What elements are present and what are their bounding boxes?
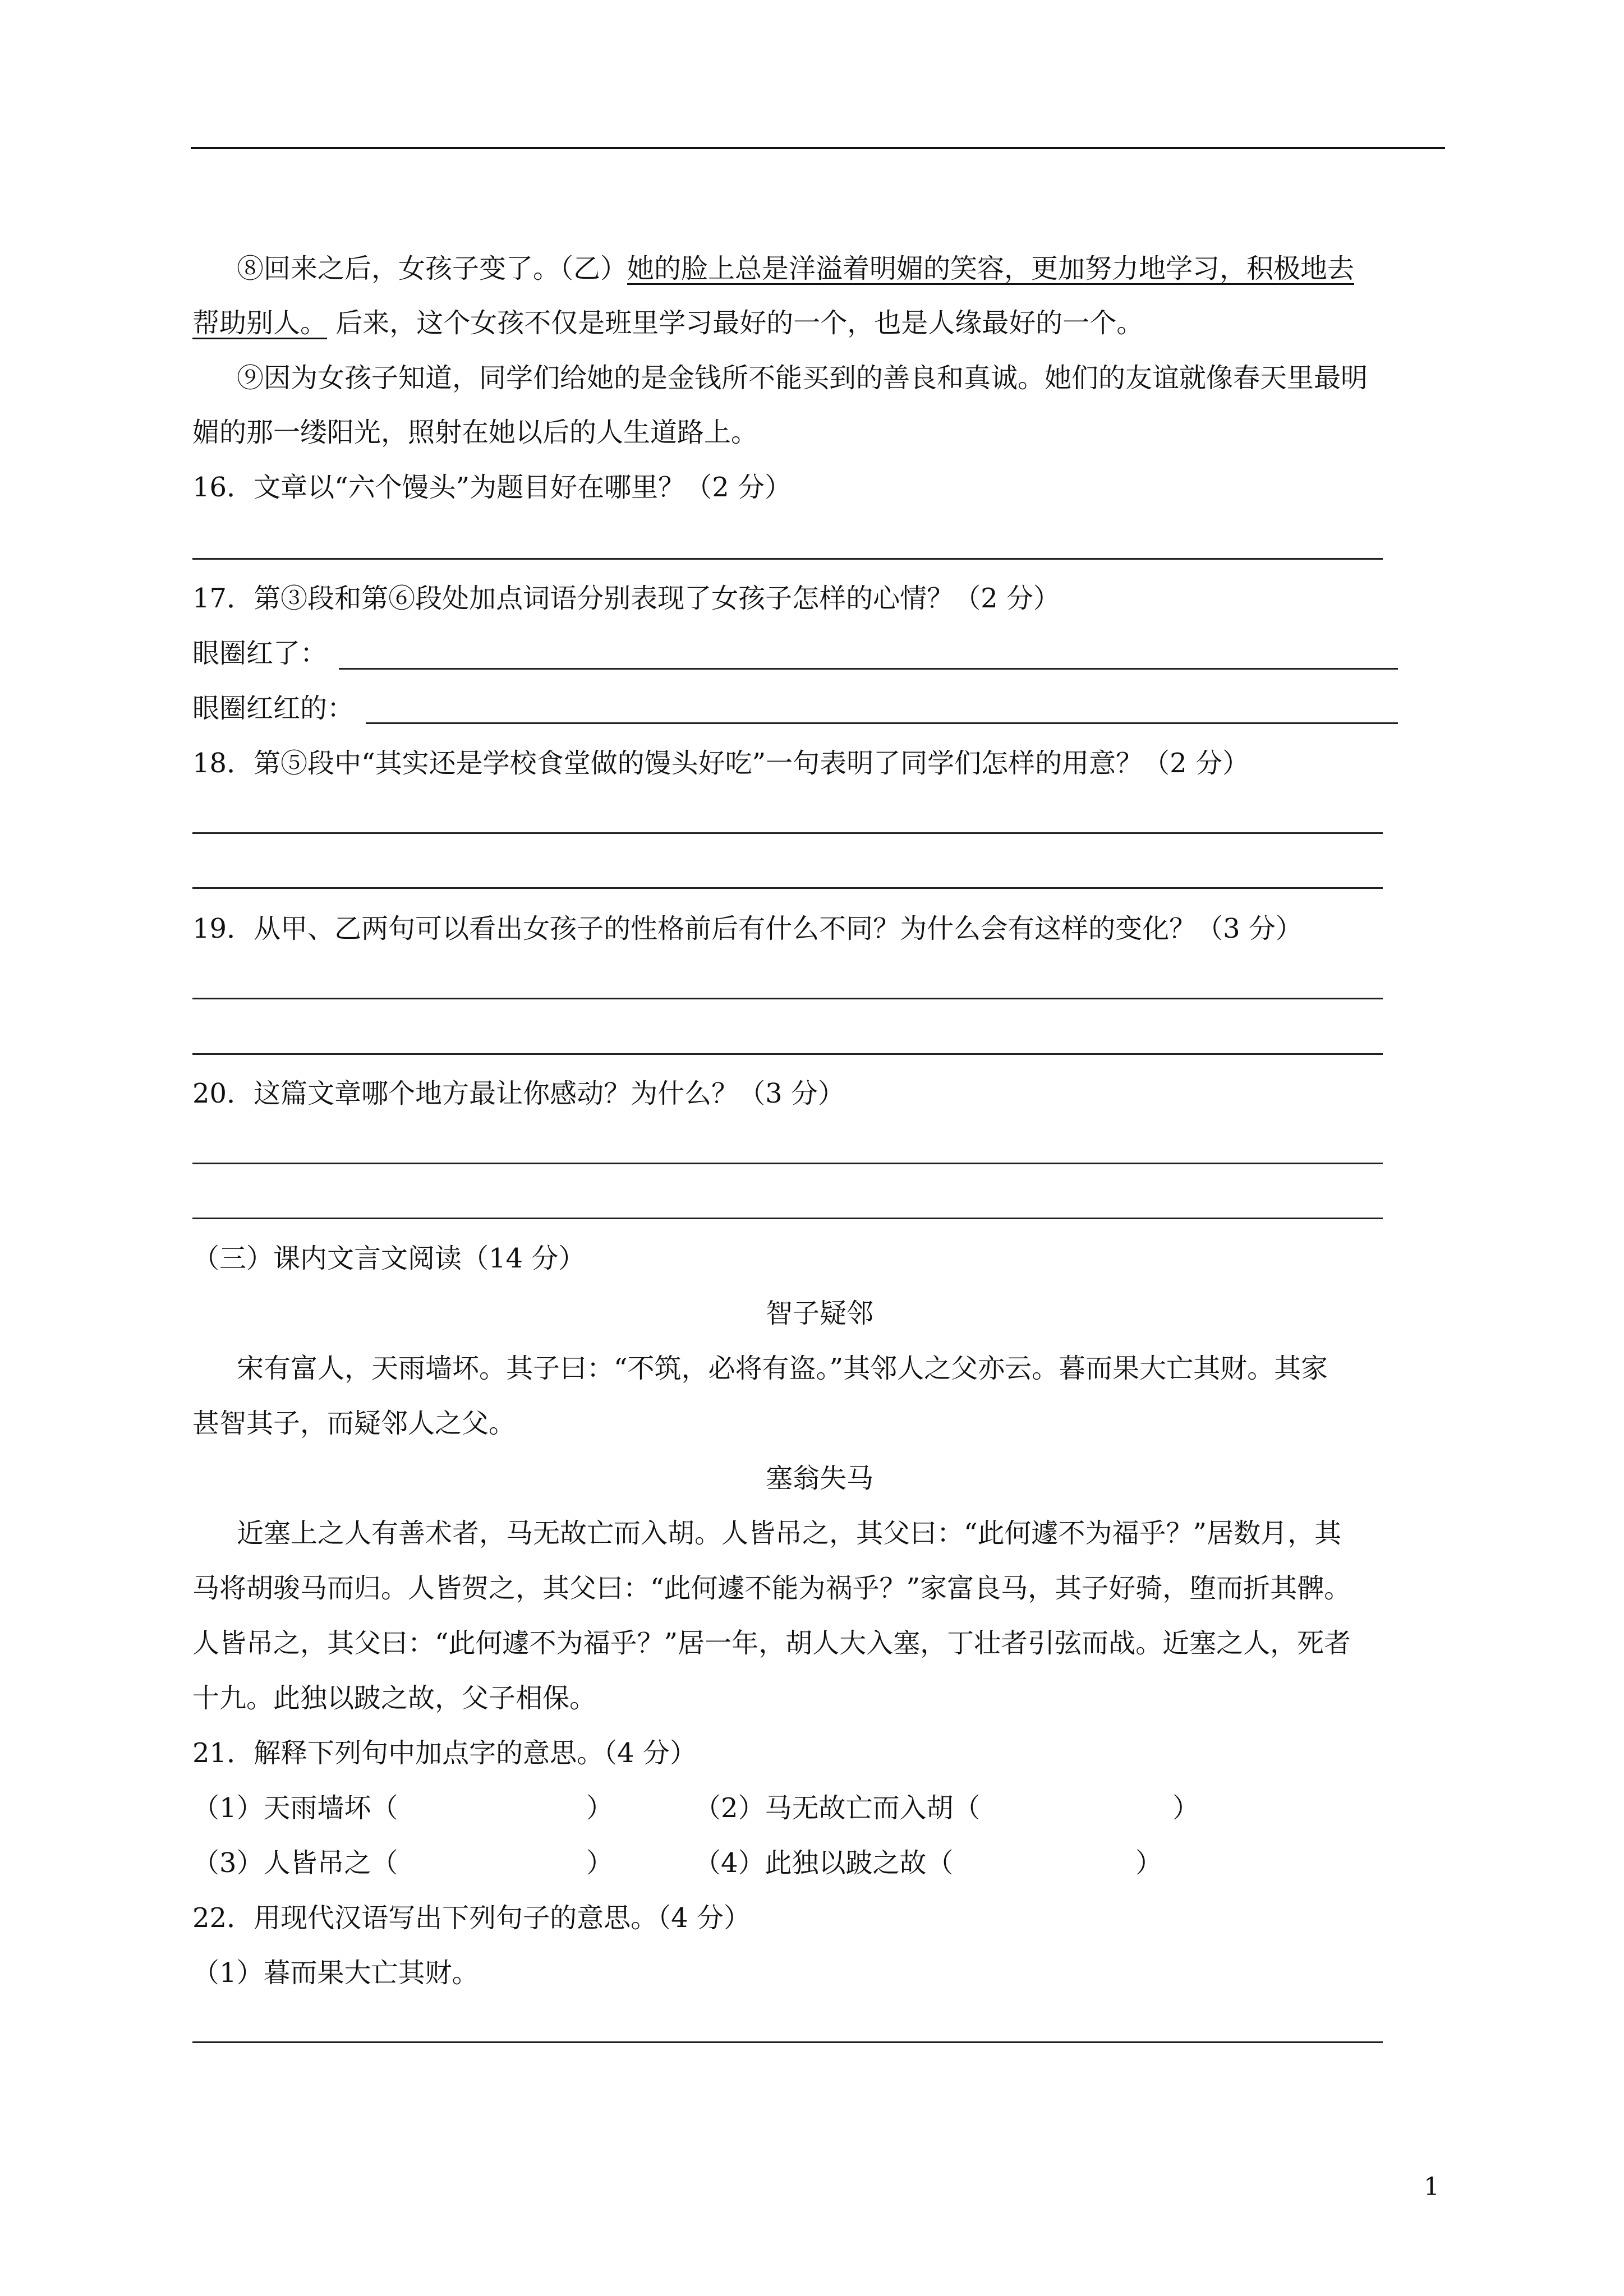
- answer-line-18b[interactable]: [192, 887, 1383, 889]
- question-21-item-3-close: ）: [586, 1847, 614, 1879]
- answer-line-20b[interactable]: [192, 1218, 1383, 1219]
- question-19: 19．从甲、乙两句可以看出女孩子的性格前后有什么不同？为什么会有这样的变化？（3 分）: [192, 913, 1303, 944]
- section-3-heading: （三）课内文言文阅读（14 分）: [192, 1243, 586, 1274]
- question-20: 20．这篇文章哪个地方最让你感动？为什么？（3 分）: [192, 1078, 845, 1109]
- classical-title-2: 塞翁失马: [765, 1463, 873, 1494]
- answer-line-20a[interactable]: [192, 1163, 1383, 1164]
- header-rule: [191, 147, 1445, 149]
- answer-line-22[interactable]: [192, 2041, 1383, 2043]
- paragraph-8-line-1: ⑧回来之后，女孩子变了。（乙）她的脸上总是洋溢着明媚的笑容，更加努力地学习，积极地去: [237, 253, 1355, 284]
- classical-text-2-line-3: 人皆吊之，其父曰：“此何遽不为福乎？”居一年，胡人大入塞，丁壮者引弦而战。近塞之人，死者: [192, 1628, 1351, 1659]
- question-16: 16．文章以“六个馒头”为题目好在哪里？（2 分）: [192, 472, 792, 503]
- classical-text-2-line-1: 近塞上之人有善术者，马无故亡而入胡。人皆吊之，其父曰：“此何遽不为福乎？”居数月，其: [237, 1518, 1342, 1549]
- paragraph-8-line-2: 帮助别人。 后来，这个女孩不仅是班里学习最好的一个，也是人缘最好的一个。: [192, 307, 1144, 339]
- question-21-item-4: （4）此独以跛之故（: [694, 1847, 954, 1879]
- question-17: 17．第③段和第⑥段处加点词语分别表现了女孩子怎样的心情？（2 分）: [192, 583, 1060, 614]
- classical-text-2-line-2: 马将胡骏马而归。人皆贺之，其父曰：“此何遽不能为祸乎？”家富良马，其子好骑，堕而折其髀。: [192, 1573, 1351, 1604]
- question-21-item-2-close: ）: [1172, 1792, 1200, 1824]
- paragraph-9-line-1: ⑨因为女孩子知道，同学们给她的是金钱所不能买到的善良和真诚。她们的友谊就像春天里最明: [237, 362, 1368, 394]
- answer-line-19b[interactable]: [192, 1053, 1383, 1055]
- answer-line-19a[interactable]: [192, 998, 1383, 999]
- question-21-item-3: （3）人皆吊之（: [192, 1847, 398, 1879]
- answer-line-16[interactable]: [192, 558, 1383, 560]
- question-22: 22．用现代汉语写出下列句子的意思。（4 分）: [192, 1902, 751, 1934]
- question-18: 18．第⑤段中“其实还是学校食堂做的馒头好吃”一句表明了同学们怎样的用意？（2 分）: [192, 748, 1249, 779]
- question-17-label-a: 眼圈红了：: [192, 638, 328, 669]
- answer-line-17a[interactable]: [339, 668, 1398, 670]
- question-22-item-1: （1）暮而果大亡其财。: [192, 1957, 479, 1989]
- question-21-item-4-close: ）: [1135, 1847, 1163, 1879]
- classical-text-1-line-2: 甚智其子，而疑邻人之父。: [192, 1408, 516, 1439]
- question-21-item-1-close: ）: [586, 1792, 614, 1824]
- paragraph-9-line-2: 媚的那一缕阳光，照射在她以后的人生道路上。: [192, 417, 758, 448]
- answer-line-17b[interactable]: [366, 722, 1398, 724]
- question-21: 21．解释下列句中加点字的意思。（4 分）: [192, 1737, 697, 1769]
- classical-title-1: 智子疑邻: [765, 1298, 873, 1329]
- classical-text-2-line-4: 十九。此独以跛之故，父子相保。: [192, 1682, 597, 1714]
- question-17-label-b: 眼圈红红的：: [192, 693, 355, 724]
- page-number: 1: [1424, 2173, 1439, 2201]
- answer-line-18a[interactable]: [192, 832, 1383, 834]
- question-21-item-2: （2）马无故亡而入胡（: [694, 1792, 981, 1824]
- classical-text-1-line-1: 宋有富人，天雨墙坏。其子曰：“不筑，必将有盗。”其邻人之父亦云。暮而果大亡其财。其家: [237, 1353, 1328, 1384]
- question-21-item-1: （1）天雨墙坏（: [192, 1792, 398, 1824]
